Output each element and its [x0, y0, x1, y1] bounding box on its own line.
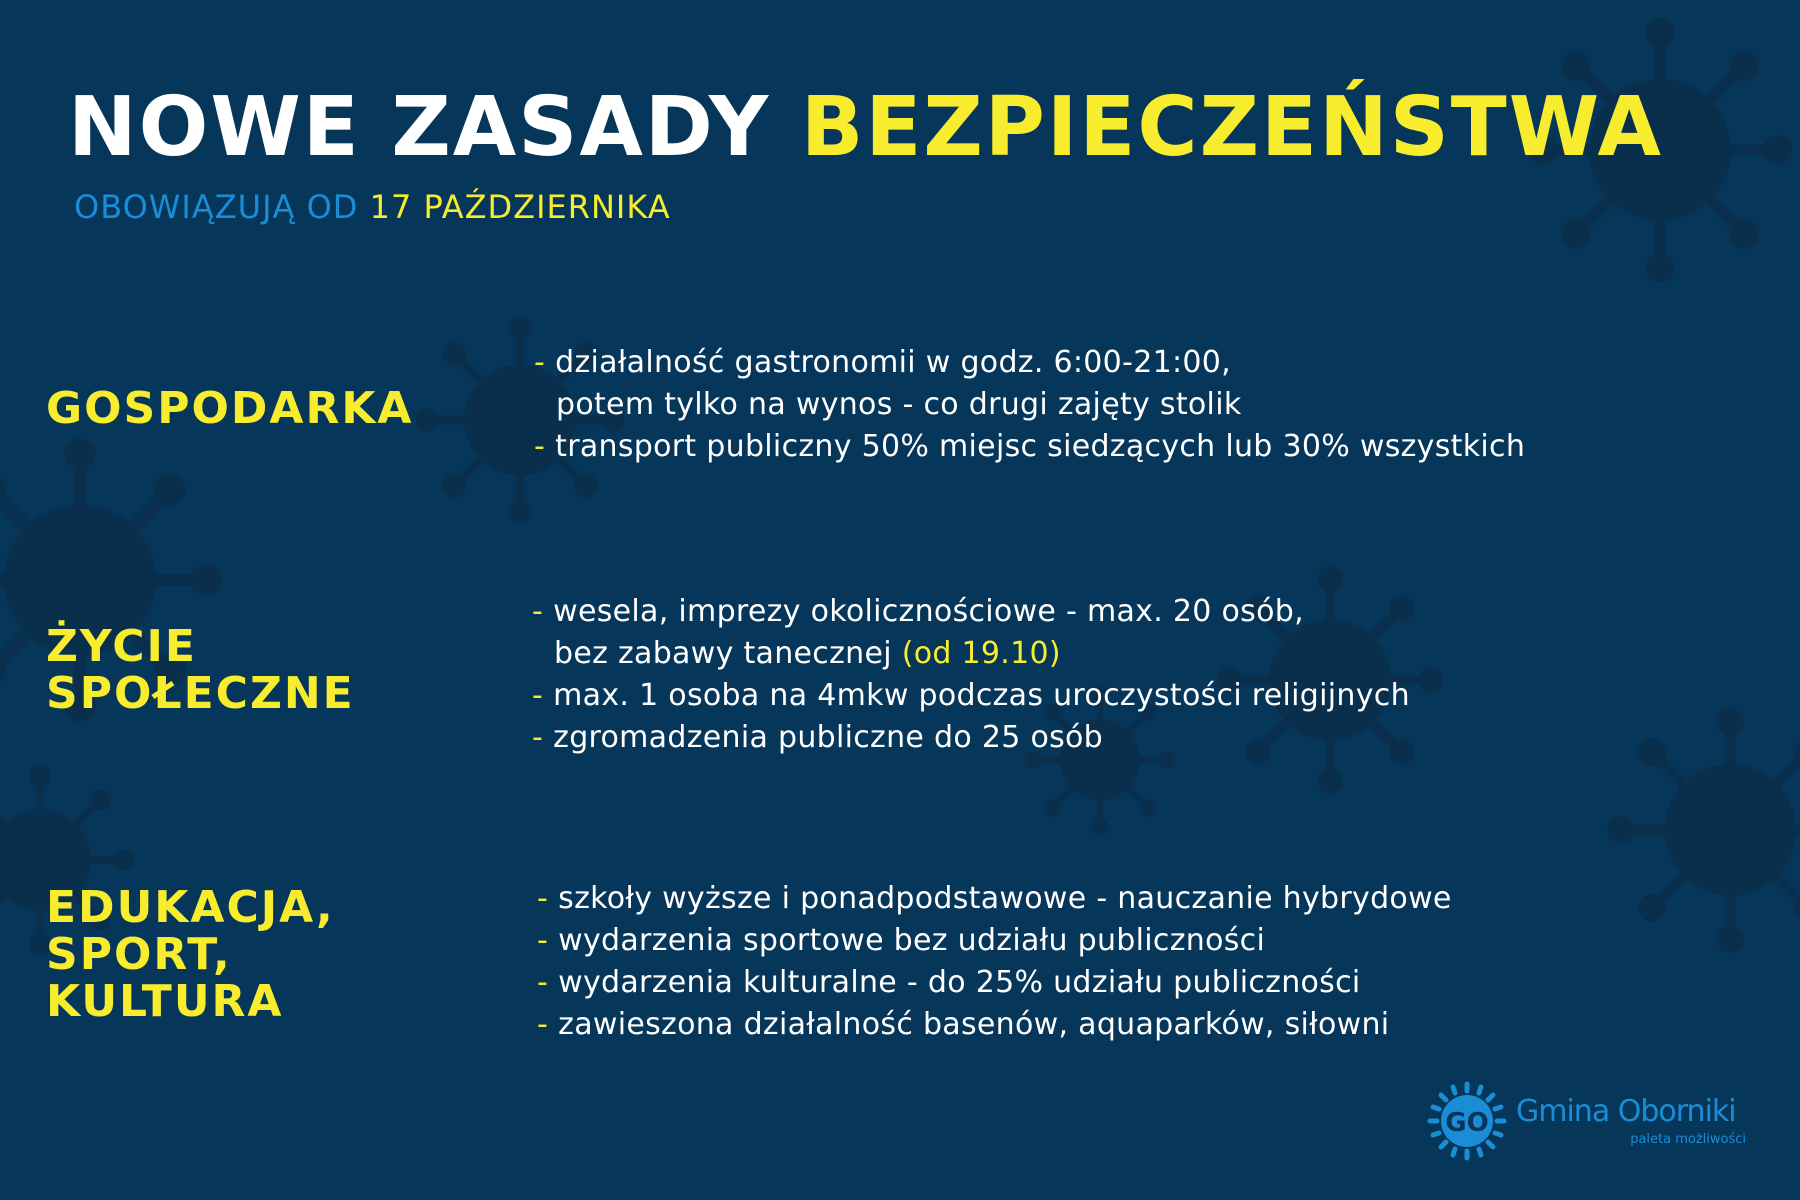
list-item: - szkoły wyższe i ponadpodstawowe - nauczanie hybrydowe	[537, 881, 1452, 916]
list-item: - wesela, imprezy okolicznościowe - max. 20 osób, bez zabawy tanecznej (od 19.10)	[532, 594, 1304, 671]
list-item: - max. 1 osoba na 4mkw podczas uroczystości religijnych	[532, 678, 1410, 713]
date-highlight: (od 19.10)	[901, 636, 1061, 671]
title-white: NOWE ZASADY	[68, 80, 771, 175]
subtitle-date: 17 PAŹDZIERNIKA	[369, 188, 671, 226]
logo-badge-text: GO	[1445, 1108, 1489, 1138]
sun-badge-icon	[1426, 1080, 1508, 1162]
list-item: - transport publiczny 50% miejsc siedzących lub 30% wszystkich	[534, 429, 1526, 464]
section-label-edukacja: EDUKACJA, SPORT, KULTURA	[46, 882, 335, 1027]
page-subtitle	[74, 188, 671, 226]
gmina-oborniki-logo	[1426, 1080, 1746, 1162]
page-title	[68, 80, 1663, 175]
list-item: - działalność gastronomii w godz. 6:00-21:00, potem tylko na wynos - co drugi zajęty stolik	[534, 345, 1242, 422]
virus-icon	[1608, 708, 1800, 952]
section-items-edukacja	[537, 878, 1452, 1046]
subtitle-blue: OBOWIĄZUJĄ OD	[74, 188, 359, 226]
list-item: - zgromadzenia publiczne do 25 osób	[532, 720, 1104, 755]
section-items-zycie-spoleczne	[532, 591, 1410, 759]
logo-tagline: paleta możliwości	[1630, 1132, 1746, 1147]
list-item: - wydarzenia kulturalne - do 25% udziału publiczności	[537, 965, 1361, 1000]
list-item: - zawieszona działalność basenów, aquaparków, siłowni	[537, 1007, 1390, 1042]
section-items-gospodarka	[534, 342, 1525, 468]
section-label-gospodarka: GOSPODARKA	[46, 383, 414, 434]
section-label-zycie-spoleczne: ŻYCIE SPOŁECZNE	[46, 621, 355, 719]
list-item: - wydarzenia sportowe bez udziału publiczności	[537, 923, 1266, 958]
title-yellow: BEZPIECZEŃSTWA	[800, 80, 1663, 175]
logo-name: Gmina Oborniki	[1516, 1094, 1736, 1129]
